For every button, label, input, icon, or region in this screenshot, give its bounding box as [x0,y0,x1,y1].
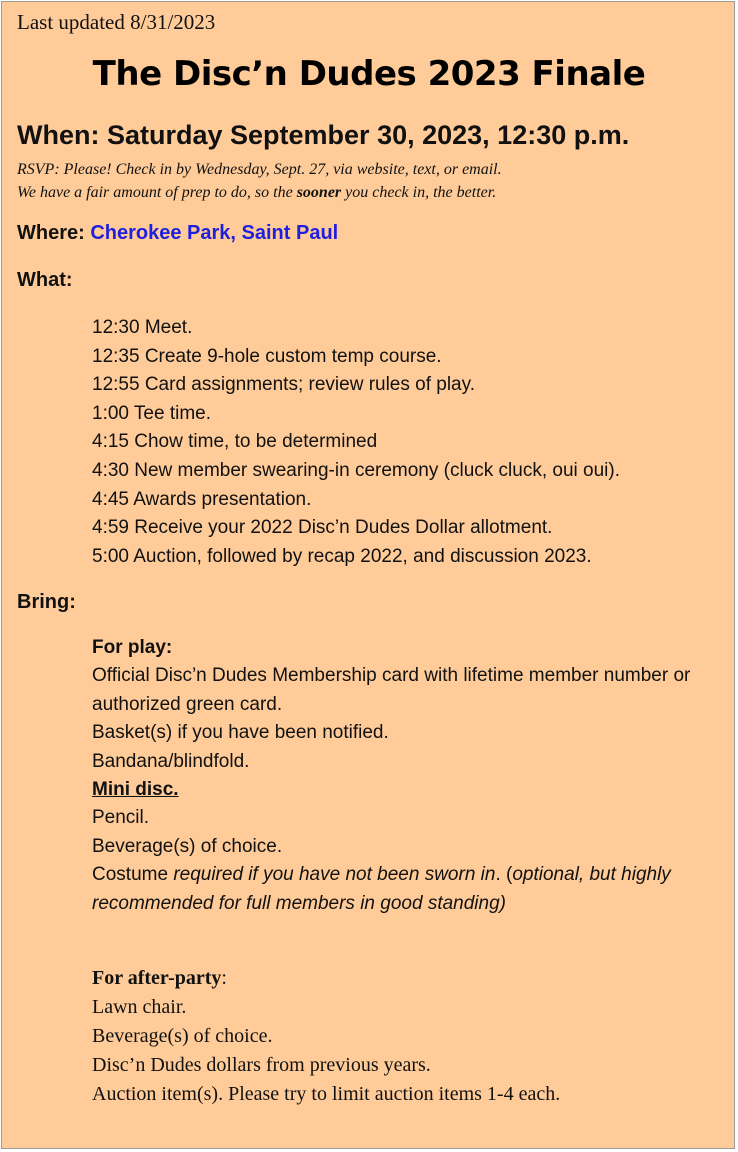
where-label: Where: [17,222,91,244]
rsvp-line-1: RSVP: Please! Check in by Wednesday, Sept. 27, via website, text, or email. [17,161,502,178]
after-party-header-row [92,964,712,993]
where-location: Cherokee Park, Saint Paul [90,222,339,244]
schedule-item: 12:55 Card assignments; review rules of play. [92,374,475,396]
schedule-list [92,314,620,571]
event-when: When: Saturday September 30, 2023, 12:30 p.m. [17,120,630,150]
costume-item [92,861,712,918]
schedule-item: 5:00 Auction, followed by recap 2022, and discussion 2023. [92,545,592,567]
schedule-item: 4:30 New member swearing-in ceremony (cluck cluck, oui oui). [92,459,620,481]
for-play-header: For play: [92,637,173,658]
after-party-item: Lawn chair. [92,996,187,1018]
schedule-item: 12:30 Meet. [92,317,193,338]
after-party-colon: : [221,967,227,989]
last-updated: Last updated 8/31/2023 [17,10,216,34]
schedule-item: 12:35 Create 9-hole custom temp course. [92,345,442,367]
page-title: The Disc’n Dudes 2023 Finale [92,54,646,94]
costume-text-italic: required if you have not been sworn in [173,864,496,886]
after-party-header: For after-party [92,967,222,989]
bandana-item: Bandana/blindfold. [92,750,250,772]
costume-text-a: Costume [92,864,174,886]
basket-item: Basket(s) if you have been notified. [92,722,389,744]
schedule-item: 1:00 Tee time. [92,402,212,424]
rsvp-line-2-b: you check in, the better. [341,184,497,201]
pencil-item: Pencil. [92,807,150,829]
costume-text-b: . ( [495,864,513,886]
schedule-item: 4:45 Awards presentation. [92,488,312,510]
rsvp-note [17,158,502,204]
after-party-item: Disc’n Dudes dollars from previous years. [92,1054,431,1076]
flyer-page [1,1,735,1149]
rsvp-line-2 [17,181,502,204]
for-play-list [92,634,712,918]
schedule-item: 4:15 Chow time, to be determined [92,431,378,453]
what-label: What: [17,269,73,291]
after-party-list [92,964,712,1109]
bring-label: Bring: [17,591,76,613]
beverage-item: Beverage(s) of choice. [92,835,283,857]
costume-text-italic-2: optional, but highly recommended for full members in good standing) [92,864,671,914]
membership-item: Official Disc’n Dudes Membership card with lifetime member number or authorized green card. [92,665,691,715]
rsvp-sooner: sooner [296,184,342,201]
after-party-item: Beverage(s) of choice. [92,1025,273,1047]
schedule-item: 4:59 Receive your 2022 Disc’n Dudes Dollar allotment. [92,517,553,539]
rsvp-line-2-a: We have a fair amount of prep to do, so the [17,184,297,201]
after-party-item: Auction item(s). Please try to limit auction items 1-4 each. [92,1083,561,1105]
mini-disc-item: Mini disc. [92,779,179,801]
where-row [17,222,338,245]
